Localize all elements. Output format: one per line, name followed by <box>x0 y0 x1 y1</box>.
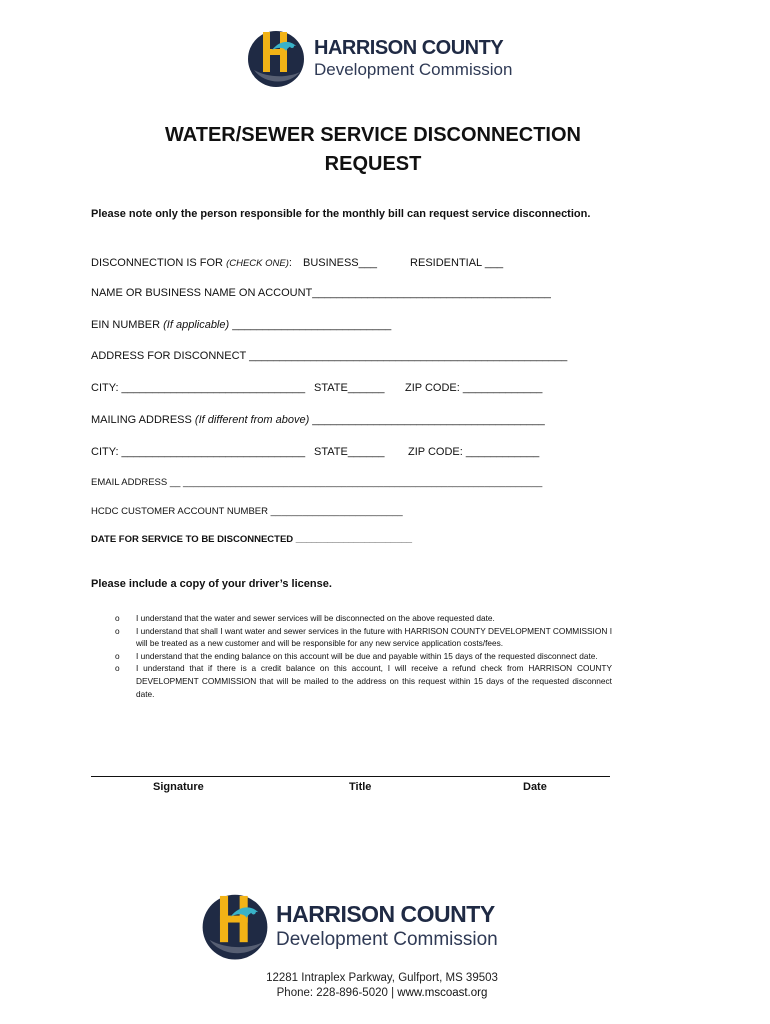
responsibility-note: Please note only the person responsible for the monthly bill can request service disconnection. <box>91 208 591 220</box>
state-field-1[interactable]: STATE______ <box>314 382 385 394</box>
footer-phone: Phone: 228-896-5020 | <box>276 987 398 999</box>
form-title-line1: WATER/SEWER SERVICE DISCONNECTION <box>165 124 581 146</box>
footer-phone-row <box>0 986 767 1001</box>
ein-field[interactable]: EIN NUMBER (If applicable) __________________________ <box>91 319 392 331</box>
license-note: Please include a copy of your driver’s license. <box>91 578 332 590</box>
footer-contact <box>0 971 767 1001</box>
footer-address: 12281 Intraplex Parkway, Gulfport, MS 39503 <box>266 972 498 984</box>
disconnect-address-field[interactable]: ADDRESS FOR DISCONNECT ____________________________________________________ <box>91 350 568 362</box>
residential-option[interactable]: RESIDENTIAL ___ <box>410 257 504 269</box>
list-item: o I understand that if there is a credit balance on this account, I will receive a refund check from HARRISON COUNTY DEVELOPMENT COMMISSION that will be mailed to the address on this request within 15 days of the requested disconnect date. <box>115 663 612 699</box>
disconnection-type-row: DISCONNECTION IS FOR (CHECK ONE): BUSINESS___ RESIDENTIAL ___ <box>91 257 504 269</box>
signature-line[interactable] <box>91 776 610 777</box>
signature-label: Signature <box>153 781 204 793</box>
form-title <box>0 121 758 179</box>
service-date-field[interactable]: DATE FOR SERVICE TO BE DISCONNECTED ______________________ <box>91 534 413 545</box>
hcdc-logo-mark-icon <box>198 889 272 963</box>
footer-logo-line1: HARRISON COUNTY <box>276 901 495 927</box>
list-item: o I understand that shall I want water and sewer services in the future with HARRISON COUNTY DEVELOPMENT COMMISSION I will be treated as a new customer and will be responsible for any new service application costs/fees. <box>115 625 612 649</box>
city-field-2[interactable]: CITY: ______________________________ <box>91 446 306 458</box>
email-field[interactable]: EMAIL ADDRESS __ ____________________________________________________________________ <box>91 477 543 488</box>
state-field-2[interactable]: STATE______ <box>314 446 385 458</box>
customer-account-field[interactable]: HCDC CUSTOMER ACCOUNT NUMBER _________________________ <box>91 506 403 517</box>
hcdc-logo-mark-icon <box>244 26 308 90</box>
disconnection-label: DISCONNECTION IS FOR <box>91 257 227 269</box>
zip-field-2[interactable]: ZIP CODE: ____________ <box>408 446 540 458</box>
list-item: o I understand that the water and sewer services will be disconnected on the above requested date. <box>115 613 495 623</box>
footer-logo-line2: Development Commission <box>276 929 498 950</box>
business-option[interactable]: BUSINESS___ <box>303 257 377 269</box>
logo-line1: HARRISON COUNTY <box>314 37 504 59</box>
footer-logo <box>198 889 498 963</box>
logo-line2: Development Commission <box>314 60 513 79</box>
list-item: o I understand that the ending balance on this account will be due and payable within 15 days of the requested disconnect date. <box>115 650 598 661</box>
title-label: Title <box>349 781 372 793</box>
acknowledgement-list <box>90 612 612 700</box>
city-field-1[interactable]: CITY: ______________________________ <box>91 382 306 394</box>
disconnection-hint: (CHECK ONE) <box>226 258 289 269</box>
form-title-line2: REQUEST <box>324 153 422 175</box>
date-label: Date <box>523 781 547 793</box>
zip-field-1[interactable]: ZIP CODE: _____________ <box>405 382 543 394</box>
footer-website-link[interactable]: www.mscoast.org <box>397 987 488 999</box>
header-logo <box>244 26 512 90</box>
account-name-field[interactable]: NAME OR BUSINESS NAME ON ACCOUNT_______________________________________ <box>91 287 551 299</box>
mailing-address-field[interactable]: MAILING ADDRESS (If different from above) ______________________________________ <box>91 414 545 426</box>
